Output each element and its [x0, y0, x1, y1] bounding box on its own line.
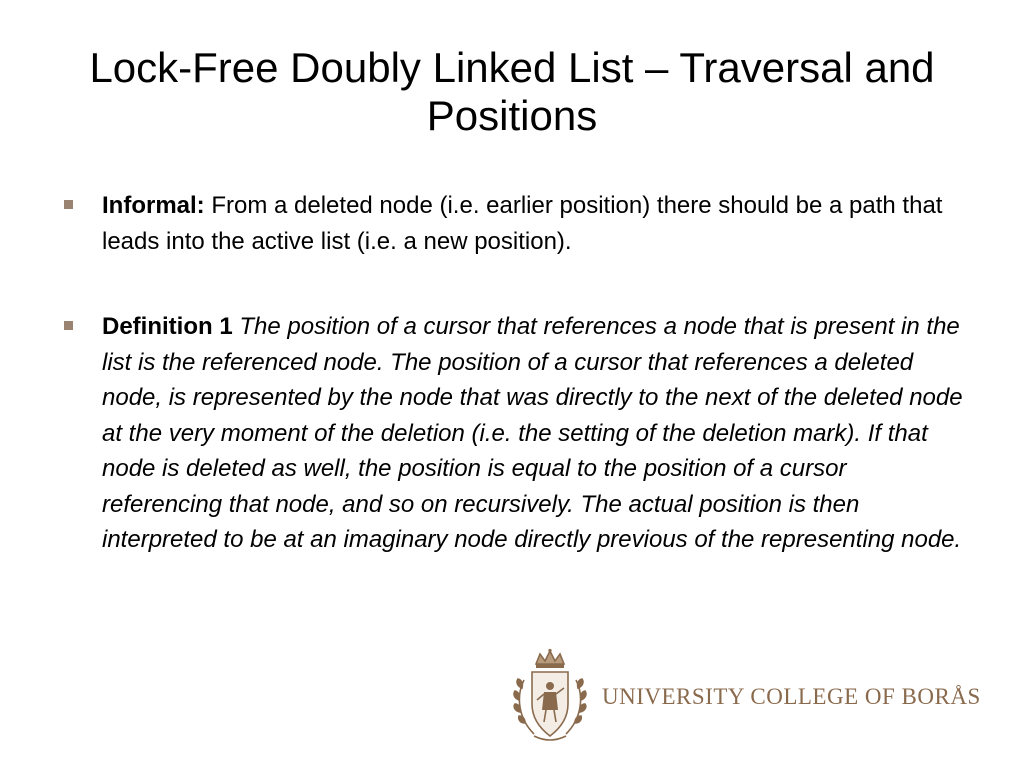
square-bullet-icon: [64, 321, 73, 330]
square-bullet-icon: [64, 200, 73, 209]
bullet-definition-1: [64, 309, 964, 558]
university-logo: [510, 648, 1000, 744]
bullet-lead: Informal:: [102, 192, 205, 219]
bullet-text: From a deleted node (i.e. earlier position) there should be a path that leads into the active list (i.e. a new position).: [102, 192, 943, 255]
bullet-lead: Definition 1: [102, 313, 233, 340]
bullet-informal: [64, 188, 964, 259]
slide-content: [64, 188, 964, 558]
slide-title: Lock-Free Doubly Linked List – Traversal and Positions: [89, 44, 935, 139]
bullet-text: The position of a cursor that references a node that is present in the list is the referenced node. The position of a cursor that references a deleted node, is represented by the node that was directly to the next of the deleted node at the very moment of the deletion (i.e. the setting of the deletion mark). If that node is deleted as well, the position is equal to the position of a cursor referencing that node, and so on recursively. The actual position is then interpreted to be at an imaginary node directly previous of the representing node.: [102, 313, 963, 553]
logo-text: UNIVERSITY COLLEGE OF BORÅS: [602, 684, 981, 709]
university-seal-icon: [510, 648, 590, 744]
